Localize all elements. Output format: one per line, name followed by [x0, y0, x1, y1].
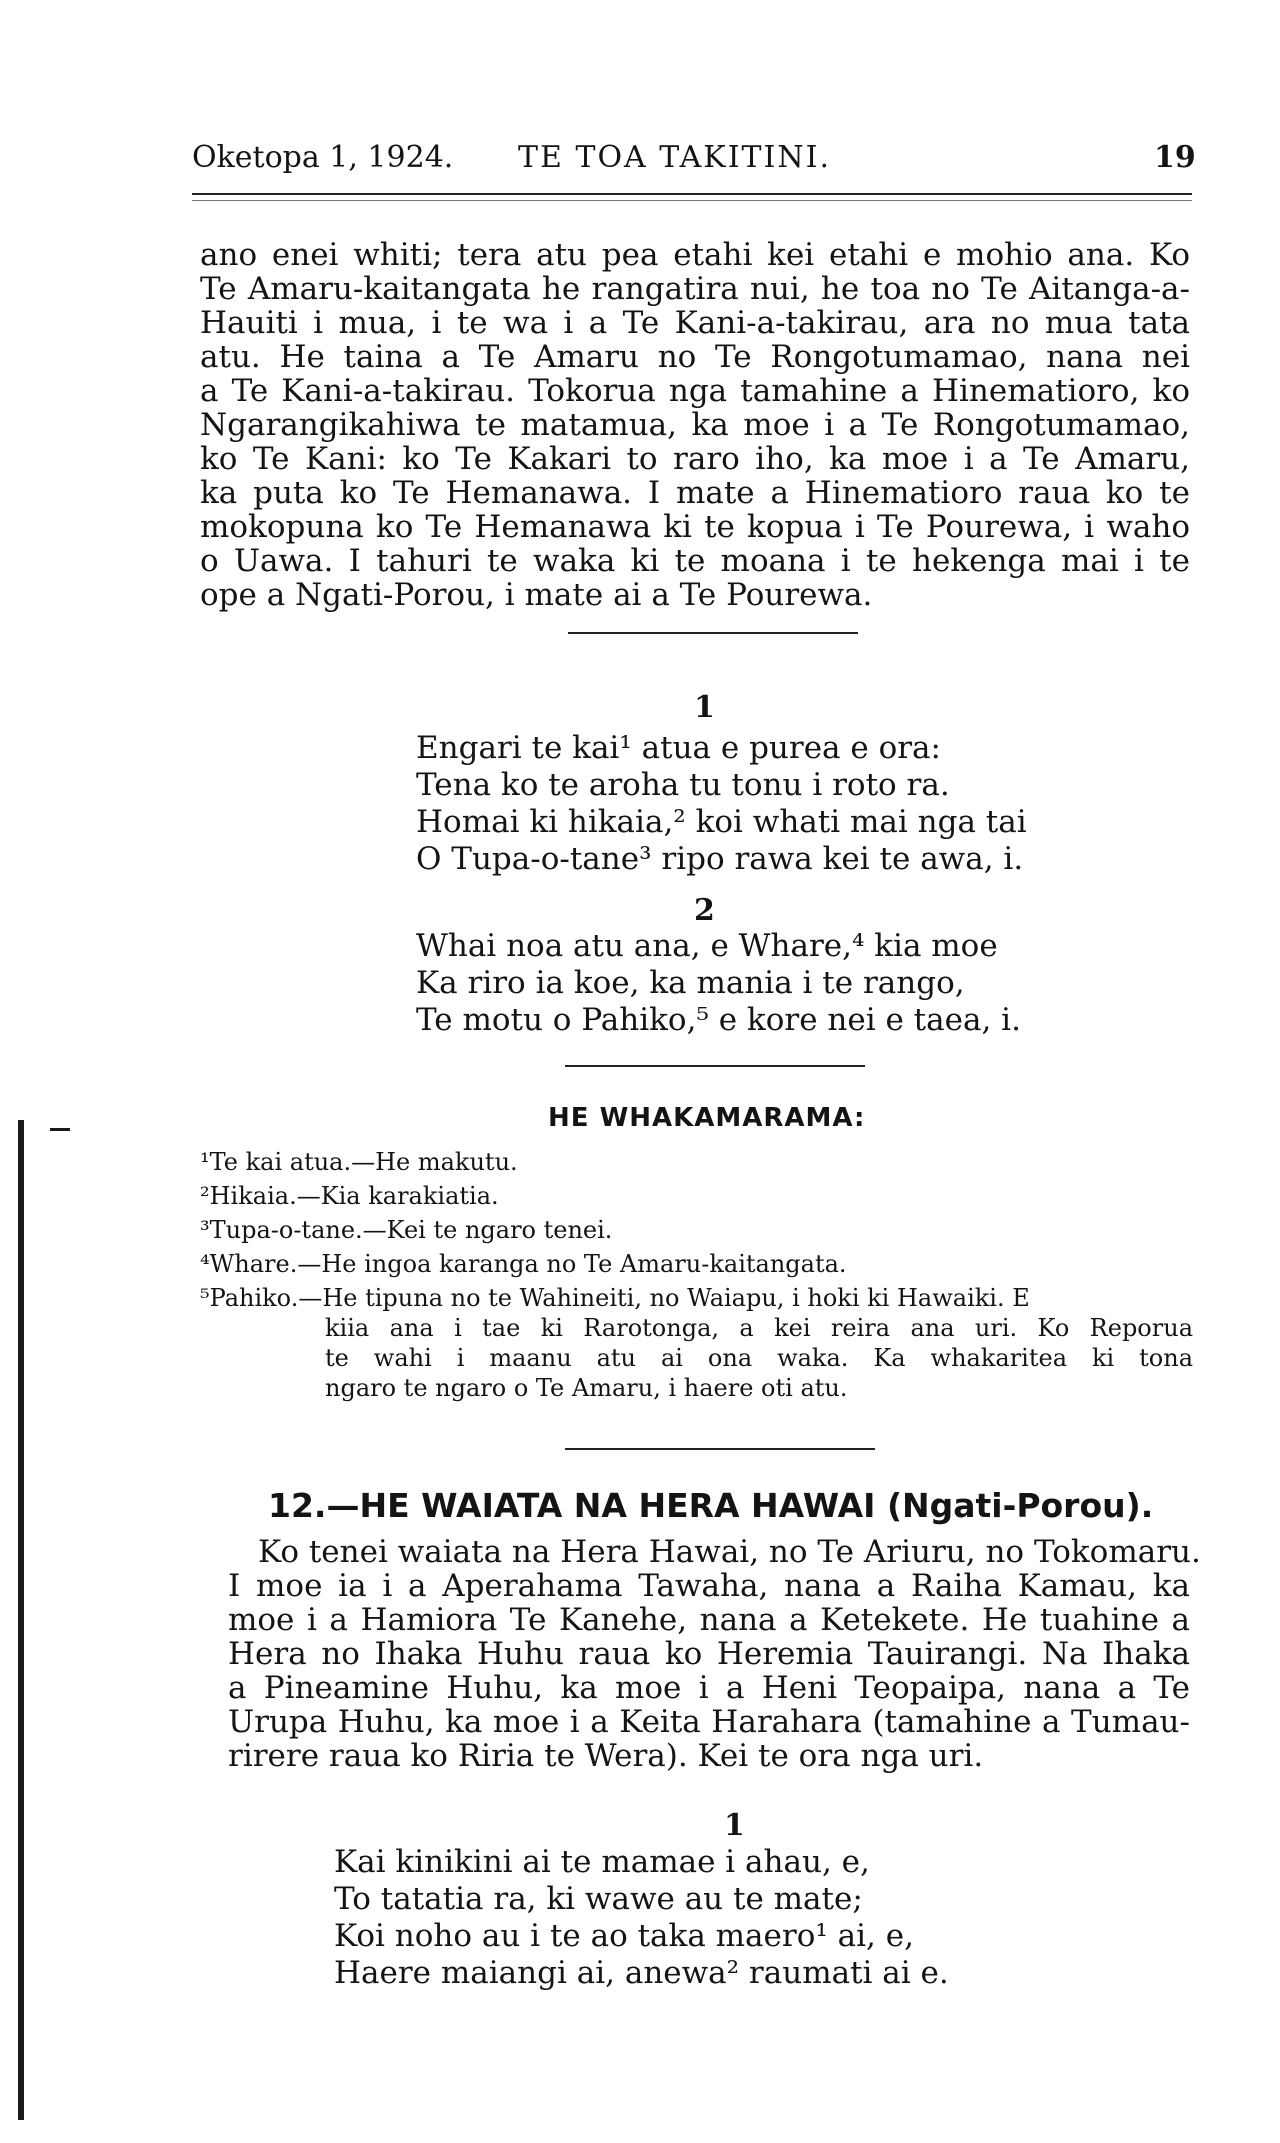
- text-line: a Te Kani-a-takirau. Tokorua nga tamahine a Hinematioro, ko: [200, 373, 1190, 409]
- text-line: Ko tenei waiata na Hera Hawai, no Te Ariuru, no Tokomaru.: [258, 1534, 1201, 1570]
- text-line: Te Amaru-kaitangata he rangatira nui, he toa no Te Aitanga-a-: [200, 271, 1190, 307]
- text-line: I moe ia i a Aperahama Tawaha, nana a Raiha Kamau, ka: [228, 1568, 1190, 1604]
- running-header: [192, 140, 1196, 190]
- section-paragraph: [228, 1534, 1201, 1774]
- footnote: ²Hikaia.—Kia karakiatia.: [200, 1182, 499, 1210]
- text-line: Ngarangikahiwa te matamua, ka moe i a Te Rongotumamao,: [200, 407, 1190, 443]
- section-title: 12.—HE WAIATA NA HERA HAWAI (Ngati-Porou).: [268, 1486, 1154, 1525]
- footnote-continuation: te wahi i maanu atu ai ona waka. Ka whakaritea ki tona: [325, 1344, 1193, 1372]
- section-separator: [568, 632, 858, 634]
- text-line: a Pineamine Huhu, ka moe i a Heni Teopaipa, nana a Te: [228, 1670, 1190, 1706]
- text-line: rirere raua ko Riria te Wera). Kei te ora nga uri.: [228, 1738, 984, 1774]
- header-date: Oketopa 1, 1924.: [192, 140, 454, 175]
- footnote: ³Tupa-o-tane.—Kei te ngaro tenei.: [200, 1216, 613, 1244]
- text-line: atu. He taina a Te Amaru no Te Rongotumamao, nana nei: [200, 339, 1190, 375]
- text-line: ko Te Kani: ko Te Kakari to raro iho, ka moe i a Te Amaru,: [200, 441, 1190, 477]
- text-line: Hauiti i mua, i te wa i a Te Kani-a-takirau, ara no mua tata: [200, 305, 1190, 341]
- text-line: ope a Ngati-Porou, i mate ai a Te Pourewa.: [200, 577, 873, 613]
- verse-1: [416, 730, 1027, 878]
- header-rule-thin: [192, 200, 1192, 201]
- footnote-continuation: kiia ana i tae ki Rarotonga, a kei reira ana uri. Ko Reporua: [325, 1314, 1193, 1342]
- verse-2: [416, 928, 1021, 1039]
- text-line: mokopuna ko Te Hemanawa ki te kopua i Te Pourewa, i waho: [200, 509, 1190, 545]
- verse-line: Koi noho au i te ao taka maero¹ ai, e,: [334, 1918, 914, 1954]
- section-separator: [565, 1065, 865, 1067]
- page-number: 19: [1154, 140, 1196, 175]
- verse-number: 1: [724, 1808, 745, 1843]
- section12-verse-1: [334, 1844, 949, 1992]
- footnote: ⁴Whare.—He ingoa karanga no Te Amaru-kaitangata.: [200, 1250, 847, 1278]
- text-line: Hera no Ihaka Huhu raua ko Heremia Tauirangi. Na Ihaka: [228, 1636, 1190, 1672]
- verse-line: Engari te kai¹ atua e purea e ora:: [416, 730, 941, 766]
- verse-number: 1: [694, 690, 715, 725]
- explanations-title: HE WHAKAMARAMA:: [548, 1103, 866, 1133]
- text-line: ka puta ko Te Hemanawa. I mate a Hinematioro raua ko te: [200, 475, 1190, 511]
- text-line: ano enei whiti; tera atu pea etahi kei etahi e mohio ana. Ko: [200, 237, 1190, 273]
- text-line: moe i a Hamiora Te Kanehe, nana a Ketekete. He tuahine a: [228, 1602, 1190, 1638]
- margin-tick-mark: [50, 1128, 70, 1131]
- binding-edge-mark: [18, 1120, 24, 2120]
- header-rule: [192, 193, 1192, 195]
- verse-line: Te motu o Pahiko,⁵ e kore nei e taea, i.: [416, 1002, 1021, 1038]
- verse-line: Haere maiangi ai, anewa² raumati ai e.: [334, 1955, 949, 1991]
- text-line: o Uawa. I tahuri te waka ki te moana i te hekenga mai i te: [200, 543, 1190, 579]
- verse-line: Whai noa atu ana, e Whare,⁴ kia moe: [416, 928, 998, 964]
- text-line: Urupa Huhu, ka moe i a Keita Harahara (tamahine a Tumau-: [228, 1704, 1190, 1740]
- verse-line: To tatatia ra, ki wawe au te mate;: [334, 1881, 863, 1917]
- verse-line: O Tupa-o-tane³ ripo rawa kei te awa, i.: [416, 841, 1024, 877]
- verse-number: 2: [694, 893, 715, 928]
- verse-line: Ka riro ia koe, ka mania i te rango,: [416, 965, 965, 1001]
- verse-line: Tena ko te aroha tu tonu i roto ra.: [416, 767, 950, 803]
- verse-line: Kai kinikini ai te mamae i ahau, e,: [334, 1844, 870, 1880]
- header-title: TE TOA TAKITINI.: [518, 140, 832, 175]
- section-separator: [565, 1448, 875, 1450]
- footnote: ¹Te kai atua.—He makutu.: [200, 1148, 518, 1176]
- footnote: ⁵Pahiko.—He tipuna no te Wahineiti, no Waiapu, i hoki ki Hawaiki. E: [200, 1284, 1030, 1312]
- intro-paragraph: [200, 238, 1190, 612]
- verse-line: Homai ki hikaia,² koi whati mai nga tai: [416, 804, 1027, 840]
- footnote-continuation: ngaro te ngaro o Te Amaru, i haere oti atu.: [325, 1374, 848, 1402]
